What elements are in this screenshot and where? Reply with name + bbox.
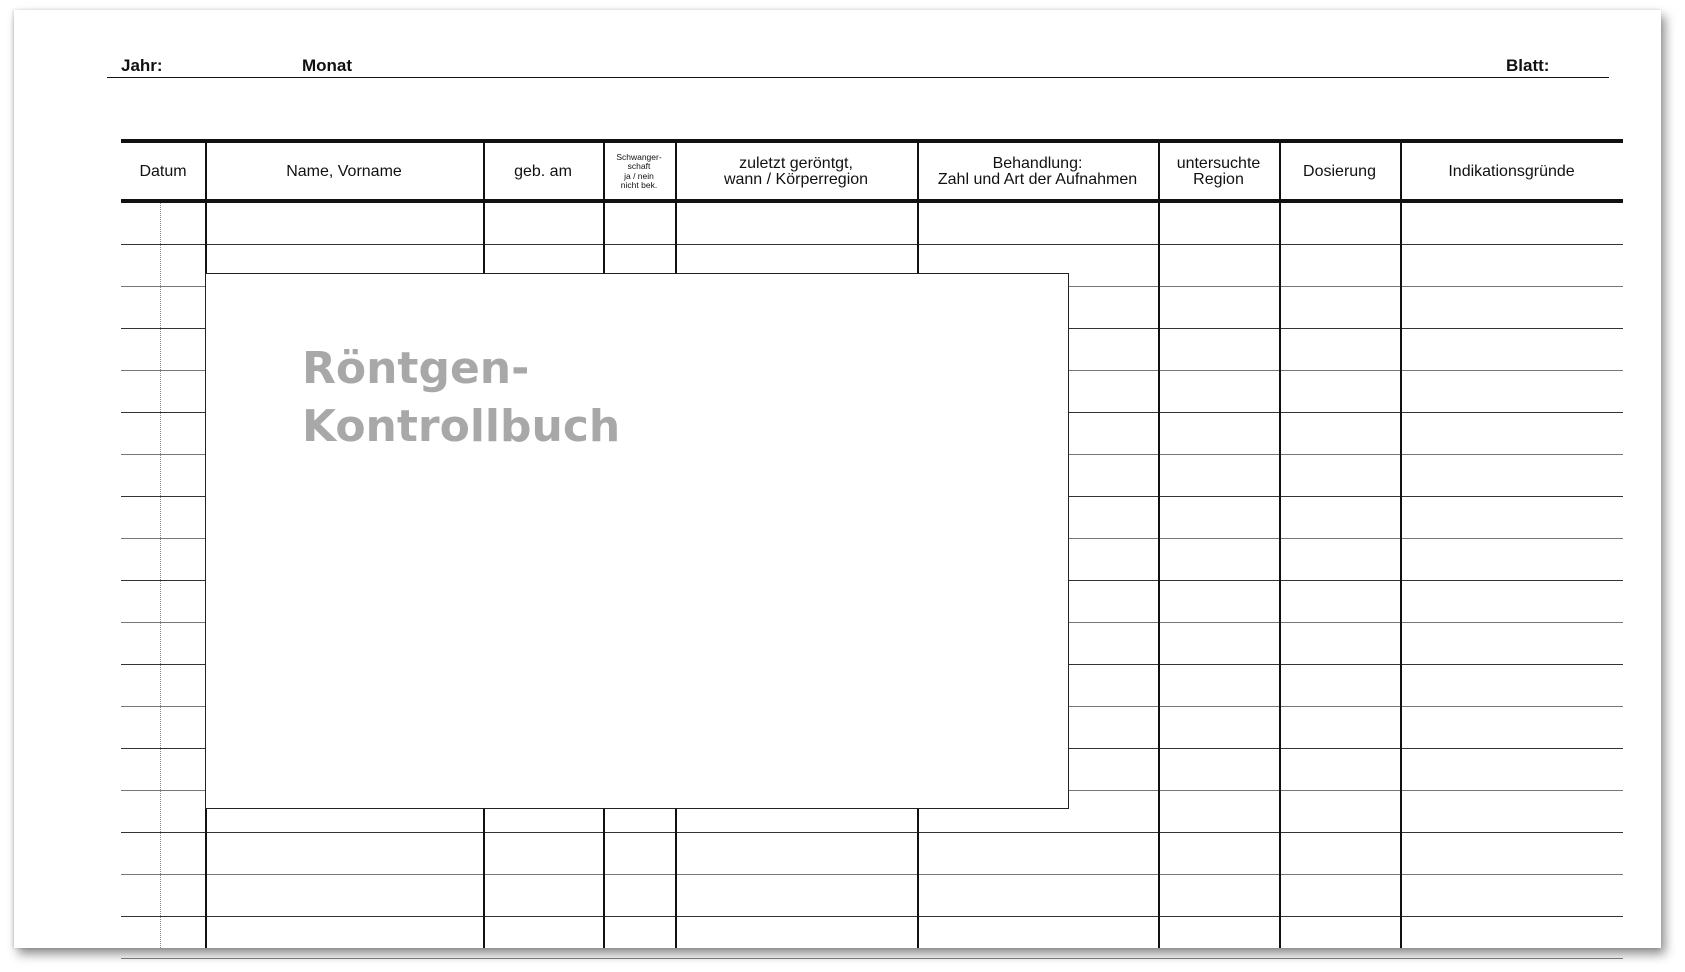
column-divider — [1158, 142, 1160, 948]
date-column-guide — [160, 203, 161, 948]
cover-title: Röntgen- Kontrollbuch — [302, 343, 621, 452]
column-header-name: Name, Vorname — [286, 162, 402, 180]
column-header-birthdate: geb. am — [514, 162, 572, 180]
header-underline — [107, 77, 1609, 78]
table-row-line — [121, 244, 1623, 245]
month-label: Monat — [302, 56, 353, 75]
column-header-datum: Datum — [139, 162, 187, 180]
column-divider — [1400, 142, 1402, 948]
column-header-dosage: Dosierung — [1303, 162, 1376, 180]
year-label: Jahr: — [121, 56, 163, 75]
column-header-indication: Indikationsgründe — [1448, 162, 1575, 180]
sheet-number-label: Blatt: — [1506, 56, 1550, 75]
table-row-line — [121, 916, 1623, 917]
cover-panel — [205, 273, 1069, 809]
column-header-pregnancy: Schwanger- schaft ja / nein nicht bek. — [616, 151, 662, 190]
column-header-region: untersuchte Region — [1176, 155, 1261, 188]
column-divider — [1279, 142, 1281, 948]
column-header-last-xray: zuletzt geröntgt, wann / Körperregion — [723, 155, 869, 188]
table-row-line — [121, 874, 1623, 875]
table-row-line — [121, 832, 1623, 833]
column-header-treatment: Behandlung: Zahl und Art der Aufnahmen — [937, 155, 1138, 188]
table-row-line — [121, 958, 1623, 959]
